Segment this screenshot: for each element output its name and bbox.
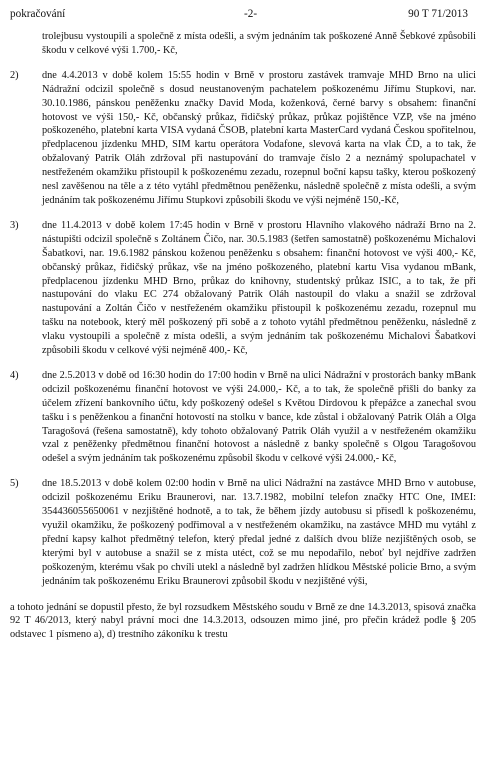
item-number: 2)	[10, 69, 19, 81]
continuation-paragraph: trolejbusu vystoupili a společně z místa odešli, a svým jednáním tak poškozené Anně Šebkové způsobili škodu v celkové výši 1.700,- Kč,	[42, 31, 476, 56]
list-item-4	[10, 369, 476, 466]
page-number: -2-	[244, 8, 258, 20]
case-number: 90 T 71/2013	[408, 8, 468, 20]
item-number: 4)	[10, 369, 19, 381]
item-text: dne 4.4.2013 v době kolem 15:55 hodin v Brně v prostoru zastávek tramvaje MHD Brno na ulici Nádražní odcizil společně s dosud neustanoveným pachatelem poškozenému Jiřímu Stupkovi, nar. 30.10.1986, pánskou peněženku značky David Moda, koženková, černé barvy s obsahem: finanční hotovost ve výši 150,- Kč, občanský průkaz, řidičský průkaz, průkaz pojištěnce VZP, vše na jméno poškozeného, platební karta VISA vydaná ČSOB, platební karta MasterCard vydaná Českou spořitelnou, předplacenou jízdenku MHD, SIM kartu operátora Vodafone, slevová karta na vlak ČD, a to tak, že obžalovaný Patrik Oláh zdržoval při nastupování do tramvaje číslo 2 a neznámý spolupachatel v nestřeženém okamžiku přistoupil k poškozenému zezadu, rozepnul boční kapsu tašky, kterou poškozený nesl zavěšenou na těle a z této vytáhl předmětnou peněženku, následně společně z místa odešli, a svým jednáním tak poškozenému Jiřímu Stupkovi způsobili škodu ve výši nejméně 150,-Kč,	[42, 69, 476, 206]
list-item-5	[10, 477, 476, 588]
item-number: 5)	[10, 478, 19, 490]
item-text: dne 2.5.2013 v době od 16:30 hodin do 17:00 hodin v Brně na ulici Nádražní v prostorách banky mBank odcizil poškozenému finanční hotovost ve výši 24.000,- Kč, a to tak, že společně přišli do banky za účelem zřízení bankovního účtu, kdy poškozený odešel s Květou Dirdovou k přepážce a zanechal svou tašku i s peněženkou a finanční hotovostí na stolku v bance, kde zůstal i obžalovaný Patrik Oláh a Olga Taragošová (řešena samostatně), kdy tohoto obžalovaný Patrik Oláh využil a v nestřeženém okamžiku vzal z peněženky předmětnou finanční hotovost a následně z banky společně s Olgou Taragošovou odešel a svým jednáním tak poškozenému způsobil škodu v celkové výši 24.000,- Kč,	[42, 369, 476, 465]
list-item-3	[10, 219, 476, 358]
item-number: 3)	[10, 219, 19, 231]
list-item-2	[10, 69, 476, 208]
header-continuation-label: pokračování	[10, 8, 66, 20]
item-text: dne 18.5.2013 v době kolem 02:00 hodin v Brně na ulici Nádražní na zastávce MHD Brno v autobuse, odcizil poškozenému Eriku Braunerovi, nar. 13.7.1982, mobilní telefon značky HTC One, IMEI: 354436055650061 v nezjištěné hodnotě, a to tak, že během jízdy autobusu si přisedl k poškozenému, využil okamžiku, že poškozený podřimoval a v nestřeženém okamžiku, na zastávce MHD mu vytáhl z přední kapsy kalhot předmětný telefon, který předal jedné z dalších dvou blíže nezjištěných osob, se kterými byl v autobuse a snažil se z místa utéct, což se mu nepodařilo, neboť byl nejdříve zadržen poškozeným, kterému však po chvíli utekl a následně byl zadržen hlídkou Městské policie Brno, a svým jednáním tak poškozenému Eriku Braunerovi způsobil škodu v nezjištěné výši,	[42, 478, 476, 587]
closing-paragraph: a tohoto jednání se dopustil přesto, že byl rozsudkem Městského soudu v Brně ze dne 14.3.2013, spisová značka 92 T 46/2013, který nabyl právní moci dne 14.3.2013, odsouzen mimo jiné, pro přečin krádež podle § 205 odstavec 1 písmeno a), d) trestního zákoníku k trestu	[10, 601, 476, 641]
item-text: dne 11.4.2013 v době kolem 17:45 hodin v Brně v prostoru Hlavního vlakového nádraží Brno na 2. nástupišti odcizil společně s Zoltánem Čičo, nar. 30.5.1983 (šetřen samostatně) poškozenému Michalovi Šabatkovi, nar. 19.6.1982 pánskou koženou peněženku s obsahem: finanční hotovost ve výši 400,- Kč, občanský průkaz, řidičský průkaz, vše na jméno poškozeného, platební kartu Visa vydanou mBank, předplacenou jízdenku MHD Brno, průkaz do knihovny, studentský průkaz ISIC, a to tak, že při nastupování do vlaku EC 274 obžalovaný Patrik Oláh nastoupil do vlaku a snažil se zdržoval nastupování a Zoltán Čičo v nestřeženém okamžiku přistoupil k poškozenému zezadu, rozepnul mu tašku na notebook, který měl poškozený při sobě a z tohoto vytáhl předmětnou peněženku, následně z vlaku vystoupili a společně z místa odešli, a svým jednáním tak poškozenému Michalovi Šabatkovi způsobili škodu v celkové výši nejméně 400,- Kč,	[42, 219, 476, 357]
page-header	[10, 6, 476, 22]
